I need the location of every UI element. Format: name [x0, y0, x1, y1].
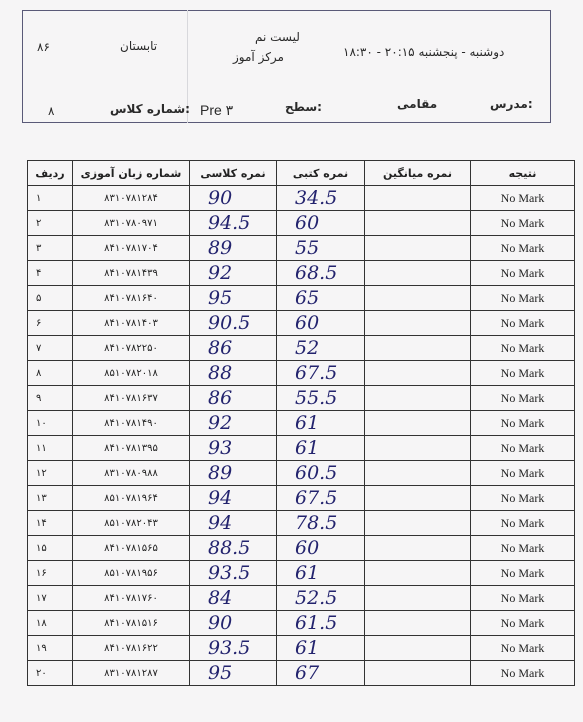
- student-id-cell: ۸۳۱۰۷۸۰۹۸۸: [73, 461, 190, 486]
- column-header-student-id: شماره زبان آموزی: [73, 161, 190, 186]
- written-score-cell: 52: [277, 336, 365, 361]
- class-score-cell: 92: [190, 411, 277, 436]
- class-score-cell: 93: [190, 436, 277, 461]
- grades-table: [27, 160, 575, 686]
- row-number-cell: ۲۰: [28, 661, 73, 686]
- average-score-cell: [365, 211, 471, 236]
- written-score-cell: 78.5: [277, 511, 365, 536]
- table-row: [28, 186, 575, 211]
- table-row: [28, 336, 575, 361]
- result-cell: No Mark: [471, 411, 575, 436]
- written-score-cell: 55.5: [277, 386, 365, 411]
- table-row: [28, 436, 575, 461]
- result-cell: No Mark: [471, 286, 575, 311]
- student-id-cell: ۸۴۱۰۷۸۱۴۹۰: [73, 411, 190, 436]
- result-cell: No Mark: [471, 236, 575, 261]
- written-score-cell: 60: [277, 536, 365, 561]
- row-number-cell: ۳: [28, 236, 73, 261]
- result-cell: No Mark: [471, 461, 575, 486]
- average-score-cell: [365, 411, 471, 436]
- class-score-cell: 88.5: [190, 536, 277, 561]
- class-score-cell: 84: [190, 586, 277, 611]
- written-score-cell: 61: [277, 411, 365, 436]
- table-row: [28, 511, 575, 536]
- level-label: سطح:: [285, 100, 322, 114]
- written-score-cell: 67.5: [277, 486, 365, 511]
- table-row: [28, 611, 575, 636]
- result-cell: No Mark: [471, 586, 575, 611]
- written-score-cell: 61.5: [277, 611, 365, 636]
- average-score-cell: [365, 361, 471, 386]
- average-score-cell: [365, 436, 471, 461]
- grade-label: مقامی: [397, 97, 438, 111]
- average-score-cell: [365, 661, 471, 686]
- class-number-value: ۸: [48, 104, 55, 118]
- result-cell: No Mark: [471, 486, 575, 511]
- student-id-cell: ۸۳۱۰۷۸۱۲۸۴: [73, 186, 190, 211]
- table-row: [28, 261, 575, 286]
- table-row: [28, 236, 575, 261]
- student-id-cell: ۸۳۱۰۷۸۰۹۷۱: [73, 211, 190, 236]
- student-id-cell: ۸۴۱۰۷۸۱۴۳۹: [73, 261, 190, 286]
- class-score-cell: 93.5: [190, 561, 277, 586]
- row-number-cell: ۷: [28, 336, 73, 361]
- class-score-cell: 89: [190, 236, 277, 261]
- result-cell: No Mark: [471, 336, 575, 361]
- average-score-cell: [365, 511, 471, 536]
- class-score-cell: 94.5: [190, 211, 277, 236]
- row-number-cell: ۱۸: [28, 611, 73, 636]
- student-id-cell: ۸۴۱۰۷۸۱۵۱۶: [73, 611, 190, 636]
- written-score-cell: 67.5: [277, 361, 365, 386]
- result-cell: No Mark: [471, 211, 575, 236]
- result-cell: No Mark: [471, 636, 575, 661]
- average-score-cell: [365, 261, 471, 286]
- class-score-cell: 95: [190, 286, 277, 311]
- class-number-label: شماره کلاس:: [110, 102, 190, 116]
- written-score-cell: 60: [277, 311, 365, 336]
- result-cell: No Mark: [471, 536, 575, 561]
- table-row: [28, 461, 575, 486]
- row-number-cell: ۱۳: [28, 486, 73, 511]
- class-score-cell: 88: [190, 361, 277, 386]
- table-row: [28, 661, 575, 686]
- class-score-cell: 86: [190, 386, 277, 411]
- table-row: [28, 586, 575, 611]
- class-score-cell: 95: [190, 661, 277, 686]
- written-score-cell: 60: [277, 211, 365, 236]
- row-number-cell: ۸: [28, 361, 73, 386]
- row-number-cell: ۴: [28, 261, 73, 286]
- table-row: [28, 411, 575, 436]
- average-score-cell: [365, 636, 471, 661]
- written-score-cell: 67: [277, 661, 365, 686]
- average-score-cell: [365, 486, 471, 511]
- row-number-cell: ۲: [28, 211, 73, 236]
- class-score-cell: 94: [190, 511, 277, 536]
- written-score-cell: 34.5: [277, 186, 365, 211]
- average-score-cell: [365, 311, 471, 336]
- class-score-cell: 90.5: [190, 311, 277, 336]
- column-header-class-score: نمره کلاسی: [190, 161, 277, 186]
- result-cell: No Mark: [471, 186, 575, 211]
- class-score-cell: 89: [190, 461, 277, 486]
- row-number-cell: ۶: [28, 311, 73, 336]
- class-score-cell: 92: [190, 261, 277, 286]
- student-id-cell: ۸۴۱۰۷۸۲۲۵۰: [73, 336, 190, 361]
- average-score-cell: [365, 236, 471, 261]
- result-cell: No Mark: [471, 511, 575, 536]
- column-header-written-score: نمره کتبی: [277, 161, 365, 186]
- row-number-cell: ۱۹: [28, 636, 73, 661]
- student-id-cell: ۸۵۱۰۷۸۱۹۵۶: [73, 561, 190, 586]
- term-code: ۸۶: [37, 40, 50, 54]
- row-number-cell: ۱۱: [28, 436, 73, 461]
- result-cell: No Mark: [471, 261, 575, 286]
- student-id-cell: ۸۴۱۰۷۸۱۵۶۵: [73, 536, 190, 561]
- written-score-cell: 55: [277, 236, 365, 261]
- written-score-cell: 61: [277, 561, 365, 586]
- written-score-cell: 61: [277, 636, 365, 661]
- average-score-cell: [365, 561, 471, 586]
- center-label: مرکز آموز: [233, 50, 284, 64]
- result-cell: No Mark: [471, 311, 575, 336]
- table-header-row: [28, 161, 575, 186]
- row-number-cell: ۱: [28, 186, 73, 211]
- average-score-cell: [365, 186, 471, 211]
- class-score-cell: 90: [190, 186, 277, 211]
- student-id-cell: ۸۵۱۰۷۸۱۹۶۴: [73, 486, 190, 511]
- average-score-cell: [365, 536, 471, 561]
- result-cell: No Mark: [471, 611, 575, 636]
- student-id-cell: ۸۵۱۰۷۸۲۰۴۳: [73, 511, 190, 536]
- result-cell: No Mark: [471, 361, 575, 386]
- average-score-cell: [365, 586, 471, 611]
- student-id-cell: ۸۴۱۰۷۸۱۶۲۲: [73, 636, 190, 661]
- class-score-cell: 93.5: [190, 636, 277, 661]
- student-id-cell: ۸۴۱۰۷۸۱۶۴۰: [73, 286, 190, 311]
- schedule: دوشنبه - پنجشنبه ۲۰:۱۵ - ۱۸:۳۰: [343, 45, 505, 59]
- list-title: لیست نم: [255, 30, 300, 44]
- student-id-cell: ۸۴۱۰۷۸۱۷۶۰: [73, 586, 190, 611]
- row-number-cell: ۹: [28, 386, 73, 411]
- class-score-cell: 86: [190, 336, 277, 361]
- written-score-cell: 68.5: [277, 261, 365, 286]
- student-id-cell: ۸۴۱۰۷۸۱۶۳۷: [73, 386, 190, 411]
- table-row: [28, 486, 575, 511]
- written-score-cell: 52.5: [277, 586, 365, 611]
- row-number-cell: ۱۰: [28, 411, 73, 436]
- row-number-cell: ۱۶: [28, 561, 73, 586]
- result-cell: No Mark: [471, 386, 575, 411]
- average-score-cell: [365, 461, 471, 486]
- table-row: [28, 536, 575, 561]
- class-score-cell: 94: [190, 486, 277, 511]
- average-score-cell: [365, 336, 471, 361]
- column-header-result: نتیجه: [471, 161, 575, 186]
- table-row: [28, 311, 575, 336]
- average-score-cell: [365, 386, 471, 411]
- table-row: [28, 286, 575, 311]
- row-number-cell: ۱۲: [28, 461, 73, 486]
- table-row: [28, 361, 575, 386]
- teacher-label: مدرس:: [490, 97, 533, 111]
- class-score-cell: 90: [190, 611, 277, 636]
- level-value: Pre ۳: [200, 102, 234, 118]
- table-row: [28, 636, 575, 661]
- written-score-cell: 65: [277, 286, 365, 311]
- average-score-cell: [365, 611, 471, 636]
- student-id-cell: ۸۴۱۰۷۸۱۴۰۳: [73, 311, 190, 336]
- row-number-cell: ۱۴: [28, 511, 73, 536]
- student-id-cell: ۸۵۱۰۷۸۲۰۱۸: [73, 361, 190, 386]
- result-cell: No Mark: [471, 561, 575, 586]
- row-number-cell: ۵: [28, 286, 73, 311]
- column-header-average: نمره میانگین: [365, 161, 471, 186]
- written-score-cell: 61: [277, 436, 365, 461]
- result-cell: No Mark: [471, 436, 575, 461]
- student-id-cell: ۸۴۱۰۷۸۱۳۹۵: [73, 436, 190, 461]
- table-row: [28, 561, 575, 586]
- row-number-cell: ۱۷: [28, 586, 73, 611]
- row-number-cell: ۱۵: [28, 536, 73, 561]
- student-id-cell: ۸۴۱۰۷۸۱۷۰۴: [73, 236, 190, 261]
- table-row: [28, 211, 575, 236]
- average-score-cell: [365, 286, 471, 311]
- result-cell: No Mark: [471, 661, 575, 686]
- student-id-cell: ۸۳۱۰۷۸۱۲۸۷: [73, 661, 190, 686]
- term-label: تابستان: [120, 39, 158, 53]
- written-score-cell: 60.5: [277, 461, 365, 486]
- table-row: [28, 386, 575, 411]
- column-header-radif: ردیف: [28, 161, 73, 186]
